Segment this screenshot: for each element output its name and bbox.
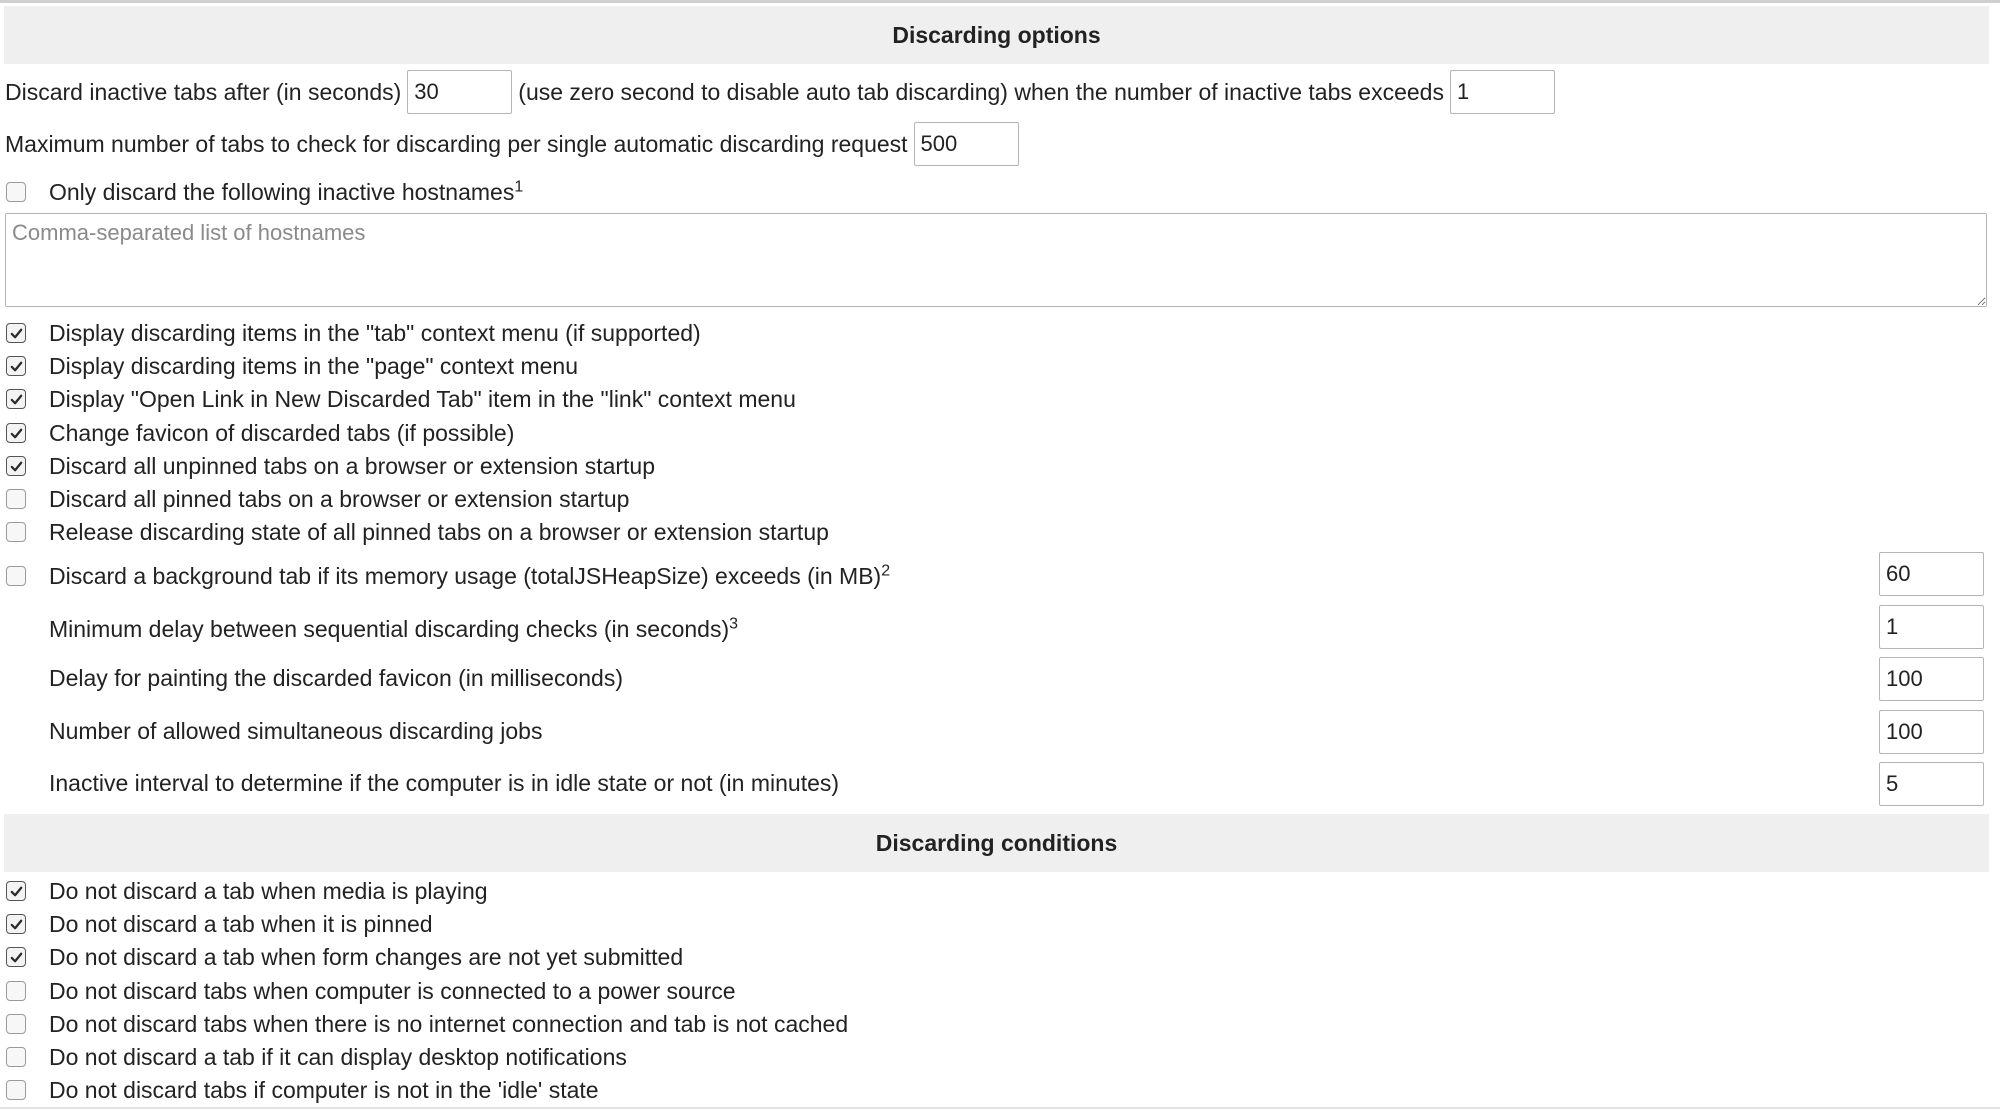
release-pinned-checkbox[interactable] xyxy=(6,522,26,542)
idle-interval-label: Inactive interval to determine if the computer is in idle state or not (in minutes) xyxy=(49,770,840,796)
idle-state-label: Do not discard tabs if computer is not in the 'idle' state xyxy=(49,1077,599,1103)
checkmark-icon xyxy=(9,326,24,341)
hostnames-label xyxy=(49,177,523,207)
hostnames-checkbox[interactable] xyxy=(6,182,26,202)
checkmark-icon xyxy=(9,950,24,965)
jobs-label: Number of allowed simultaneous discarding jobs xyxy=(49,718,543,744)
no-internet-label: Do not discard tabs when there is no internet connection and tab is not cached xyxy=(49,1011,849,1037)
checkmark-icon xyxy=(9,392,24,407)
form-changes-label: Do not discard a tab when form changes are not yet submitted xyxy=(49,944,684,970)
power-source-checkbox[interactable] xyxy=(6,981,26,1001)
memory-usage-label xyxy=(49,561,890,591)
form-changes-checkbox[interactable] xyxy=(6,947,26,967)
notifications-checkbox[interactable] xyxy=(6,1047,26,1067)
paint-delay-input[interactable] xyxy=(1879,657,1984,701)
media-playing-label: Do not discard a tab when media is playing xyxy=(49,878,488,904)
min-delay-label-text: Minimum delay between sequential discarding checks (in seconds) xyxy=(49,616,730,642)
media-playing-checkbox[interactable] xyxy=(6,881,26,901)
idle-state-checkbox[interactable] xyxy=(6,1080,26,1100)
paint-delay-label: Delay for painting the discarded favicon (in milliseconds) xyxy=(49,665,624,691)
checkmark-icon xyxy=(9,459,24,474)
change-favicon-label: Change favicon of discarded tabs (if possible) xyxy=(49,420,515,446)
section-header-discarding-conditions xyxy=(4,814,1989,872)
min-delay-label xyxy=(49,614,738,644)
tab-context-menu-label: Display discarding items in the "tab" context menu (if supported) xyxy=(49,320,701,346)
page-context-menu-label: Display discarding items in the "page" context menu xyxy=(49,353,578,379)
pinned-label: Do not discard a tab when it is pinned xyxy=(49,911,433,937)
bottom-border xyxy=(0,1107,2000,1109)
link-context-menu-checkbox[interactable] xyxy=(6,389,26,409)
discard-after-row xyxy=(5,70,1555,114)
idle-interval-input[interactable] xyxy=(1879,762,1984,806)
discard-after-label: Discard inactive tabs after (in seconds) xyxy=(5,78,402,105)
no-internet-checkbox[interactable] xyxy=(6,1014,26,1034)
section-header-discarding-options xyxy=(4,6,1989,64)
discard-unpinned-startup-checkbox[interactable] xyxy=(6,456,26,476)
hostnames-textarea[interactable] xyxy=(5,213,1987,307)
memory-usage-input[interactable] xyxy=(1879,552,1984,596)
discard-pinned-startup-label: Discard all pinned tabs on a browser or extension startup xyxy=(49,486,630,512)
footnote-3: 3 xyxy=(729,615,739,633)
hostnames-label-text: Only discard the following inactive hostnames xyxy=(49,179,515,205)
section-title: Discarding conditions xyxy=(875,829,1118,856)
checkmark-icon xyxy=(9,426,24,441)
release-pinned-label: Release discarding state of all pinned tabs on a browser or extension startup xyxy=(49,519,829,545)
power-source-label: Do not discard tabs when computer is connected to a power source xyxy=(49,978,736,1004)
memory-usage-label-text: Discard a background tab if its memory usage (totalJSHeapSize) exceeds (in MB) xyxy=(49,563,882,589)
discard-after-hint: (use zero second to disable auto tab discarding) when the number of inactive tabs exceeds xyxy=(518,78,1444,105)
checkmark-icon xyxy=(9,884,24,899)
section-title: Discarding options xyxy=(892,21,1101,48)
memory-usage-checkbox[interactable] xyxy=(6,566,26,586)
tab-context-menu-checkbox[interactable] xyxy=(6,323,26,343)
change-favicon-checkbox[interactable] xyxy=(6,423,26,443)
page-context-menu-checkbox[interactable] xyxy=(6,356,26,376)
max-tabs-label: Maximum number of tabs to check for discarding per single automatic discarding request xyxy=(5,130,908,157)
footnote-1: 1 xyxy=(514,178,524,196)
pinned-checkbox[interactable] xyxy=(6,914,26,934)
checkmark-icon xyxy=(9,359,24,374)
discard-after-seconds-input[interactable] xyxy=(407,70,512,114)
discard-unpinned-startup-label: Discard all unpinned tabs on a browser or extension startup xyxy=(49,453,656,479)
top-border xyxy=(0,0,2000,3)
footnote-2: 2 xyxy=(881,562,891,580)
min-delay-input[interactable] xyxy=(1879,605,1984,649)
max-tabs-row xyxy=(5,122,1019,166)
link-context-menu-label: Display "Open Link in New Discarded Tab" item in the "link" context menu xyxy=(49,386,796,412)
jobs-input[interactable] xyxy=(1879,710,1984,754)
discard-pinned-startup-checkbox[interactable] xyxy=(6,489,26,509)
inactive-tabs-count-input[interactable] xyxy=(1450,70,1555,114)
max-tabs-input[interactable] xyxy=(914,122,1019,166)
notifications-label: Do not discard a tab if it can display desktop notifications xyxy=(49,1044,627,1070)
checkmark-icon xyxy=(9,917,24,932)
